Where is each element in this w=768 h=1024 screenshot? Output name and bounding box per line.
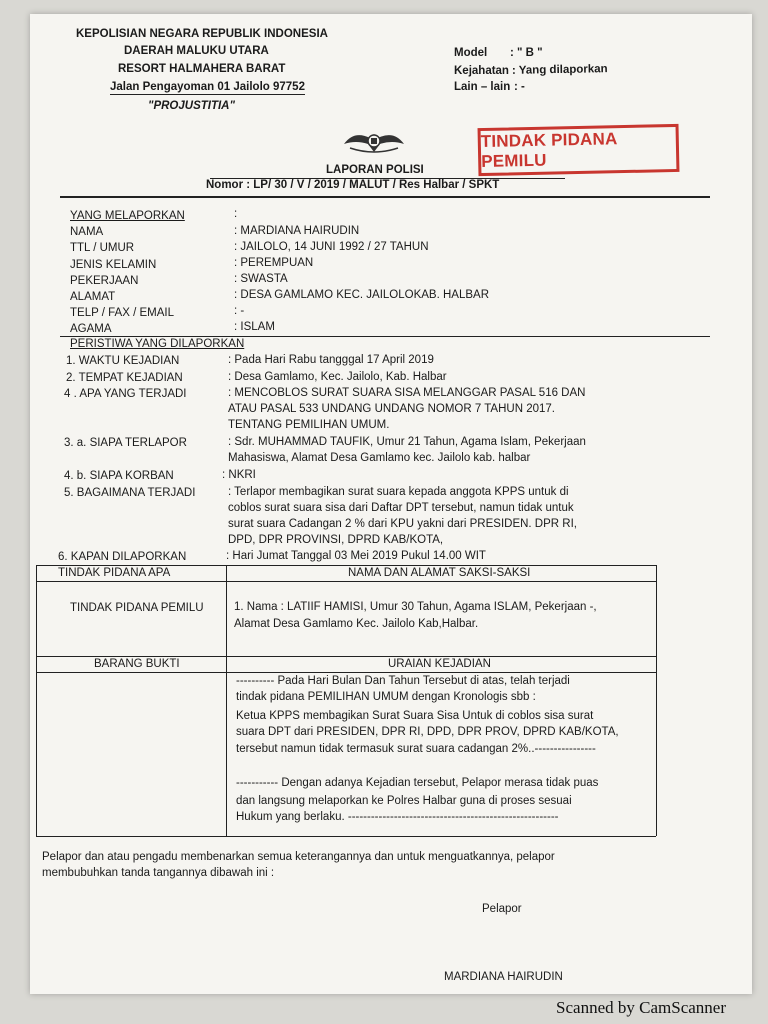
uraian-line-4: suara DPT dari PRESIDEN, DPR RI, DPD, DPR PROV, DPRD KAB/KOTA,	[236, 726, 619, 738]
pelapor-value-jk: : PEREMPUAN	[234, 257, 314, 269]
apa-line-2: ATAU PASAL 533 UNDANG UNDANG NOMOR 7 TAHUN 2017.	[228, 403, 555, 415]
bagaimana-line-3: surat suara Cadangan 2 % dari KPU yakni dari PRESIDEN. DPR RI,	[228, 518, 577, 530]
korban-label: 4. b. SIAPA KORBAN	[64, 470, 174, 482]
pelapor-value-alamat: : DESA GAMLAMO KEC. JAILOLOKAB. HALBAR	[234, 289, 489, 301]
waktu-label: 1. WAKTU KEJADIAN	[66, 355, 180, 367]
uraian-line-3: Ketua KPPS membagikan Surat Suara Sisa Untuk di coblos sisa surat	[236, 710, 594, 722]
kejahatan-label: Kejahatan	[454, 65, 509, 77]
bagaimana-label: 5. BAGAIMANA TERJADI	[64, 487, 196, 499]
col-header-saksi: NAMA DAN ALAMAT SAKSI-SAKSI	[348, 567, 531, 579]
header-line-3: RESORT HALMAHERA BARAT	[118, 63, 286, 75]
terlapor-label: 3. a. SIAPA TERLAPOR	[64, 437, 187, 449]
signer-name: MARDIANA HAIRUDIN	[444, 971, 563, 983]
col-header-barang-bukti: BARANG BUKTI	[94, 658, 180, 670]
pelapor-label-nama: NAMA	[70, 226, 104, 238]
terlapor-line-1: : Sdr. MUHAMMAD TAUFIK, Umur 21 Tahun, Agama Islam, Pekerjaan	[228, 436, 586, 448]
uraian-line-2: tindak pidana PEMILIHAN UMUM dengan Kronologis sbb :	[236, 691, 536, 703]
signer-role: Pelapor	[482, 903, 522, 915]
col-header-tindak-pidana: TINDAK PIDANA APA	[58, 567, 171, 579]
header-line-5: "PROJUSTITIA"	[148, 100, 235, 112]
saksi-line-1: 1. Nama : LATIIF HAMISI, Umur 30 Tahun, Agama ISLAM, Pekerjaan -,	[234, 601, 597, 613]
section-divider	[60, 336, 710, 337]
tempat-label: 2. TEMPAT KEJADIAN	[66, 372, 183, 384]
uraian-line-9: Hukum yang berlaku. -------------------------------------------------------	[236, 811, 559, 823]
bagaimana-line-4: DPD, DPR PROVINSI, DPRD KAB/KOTA,	[228, 534, 444, 546]
document-page	[30, 14, 752, 994]
pelapor-label-pekerjaan: PEKERJAAN	[70, 275, 139, 287]
pelapor-value-ttl: : JAILOLO, 14 JUNI 1992 / 27 TAHUN	[234, 241, 429, 253]
waktu-value: : Pada Hari Rabu tangggal 17 April 2019	[228, 354, 434, 366]
table-border-left	[36, 565, 37, 836]
model-label: Model	[454, 47, 488, 59]
pelapor-label-jk: JENIS KELAMIN	[70, 259, 157, 271]
apa-line-1: : MENCOBLOS SURAT SUARA SISA MELANGGAR PASAL 516 DAN	[228, 387, 586, 399]
peristiwa-heading: PERISTIWA YANG DILAPORKAN	[70, 338, 245, 350]
table-border-bottom	[36, 836, 656, 837]
saksi-line-2: Alamat Desa Gamlamo Kec. Jailolo Kab,Halbar.	[234, 618, 479, 630]
apa-line-3: TENTANG PEMILIHAN UMUM.	[228, 419, 390, 431]
table-border-right	[656, 565, 657, 836]
uraian-line-1: ---------- Pada Hari Bulan Dan Tahun Tersebut di atas, telah terjadi	[236, 675, 570, 687]
kapan-label: 6. KAPAN DILAPORKAN	[58, 551, 187, 563]
kejahatan-value: : Yang dilaporkan	[511, 63, 608, 77]
table-column-rule	[226, 565, 227, 836]
model-value: : " B "	[510, 47, 543, 59]
tindak-pidana-pemilu-stamp: TINDAK PIDANA PEMILU	[478, 124, 680, 176]
pelapor-heading-colon: :	[234, 208, 238, 220]
table-mid-rule	[36, 656, 656, 657]
terlapor-line-2: Mahasiswa, Alamat Desa Gamlamo kec. Jailolo kab. halbar	[228, 452, 531, 464]
header-line-2: DAERAH MALUKU UTARA	[124, 45, 269, 57]
table-header-rule-2	[36, 672, 656, 673]
lain-label: Lain – lain	[454, 81, 511, 93]
bagaimana-line-2: coblos surat suara sisa dari Daftar DPT tersebut, namun tidak untuk	[228, 502, 574, 514]
closing-line-1: Pelapor dan atau pengadu membenarkan semua keterangannya dan untuk menguatkannya, pelapor	[42, 851, 555, 863]
pelapor-value-pekerjaan: : SWASTA	[234, 273, 288, 285]
pelapor-label-telp: TELP / FAX / EMAIL	[70, 307, 174, 319]
closing-line-2: membubuhkan tanda tangannya dibawah ini :	[42, 867, 275, 879]
korban-value: : NKRI	[222, 469, 256, 481]
table-header-rule-1	[36, 581, 656, 582]
lain-value: : -	[514, 81, 525, 93]
police-emblem-icon	[340, 126, 408, 156]
pelapor-label-ttl: TTL / UMUR	[70, 242, 135, 254]
col-header-uraian: URAIAN KEJADIAN	[388, 658, 491, 670]
tindak-pidana-value: TINDAK PIDANA PEMILU	[70, 602, 204, 614]
pelapor-value-agama: : ISLAM	[234, 321, 275, 333]
header-line-1: KEPOLISIAN NEGARA REPUBLIK INDONESIA	[76, 28, 328, 40]
uraian-line-5: tersebut namun tidak termasuk surat suara cadangan 2%..----------------	[236, 743, 596, 755]
uraian-line-7: ----------- Dengan adanya Kejadian tersebut, Pelapor merasa tidak puas	[236, 777, 599, 789]
table-border-top	[36, 565, 656, 566]
pelapor-label-agama: AGAMA	[70, 323, 112, 335]
camscanner-watermark: Scanned by CamScanner	[556, 998, 726, 1017]
pelapor-label-alamat: ALAMAT	[70, 291, 116, 303]
bagaimana-line-1: : Terlapor membagikan surat suara kepada anggota KPPS untuk di	[228, 486, 569, 498]
uraian-line-8: dan langsung melaporkan ke Polres Halbar guna di proses sesuai	[236, 795, 572, 807]
pelapor-value-nama: : MARDIANA HAIRUDIN	[234, 225, 360, 237]
pelapor-heading: YANG MELAPORKAN	[70, 210, 185, 222]
report-number: Nomor : LP/ 30 / V / 2019 / MALUT / Res Halbar / SPKT	[206, 179, 500, 191]
kapan-value: : Hari Jumat Tanggal 03 Mei 2019 Pukul 14.00 WIT	[226, 550, 486, 562]
tempat-value: : Desa Gamlamo, Kec. Jailolo, Kab. Halbar	[228, 371, 447, 383]
title-rule	[60, 196, 710, 198]
pelapor-value-telp: : -	[234, 305, 245, 317]
report-title: LAPORAN POLISI	[326, 164, 424, 176]
apa-label: 4 . APA YANG TERJADI	[64, 388, 187, 400]
header-line-4: Jalan Pengayoman 01 Jailolo 97752	[110, 81, 305, 93]
